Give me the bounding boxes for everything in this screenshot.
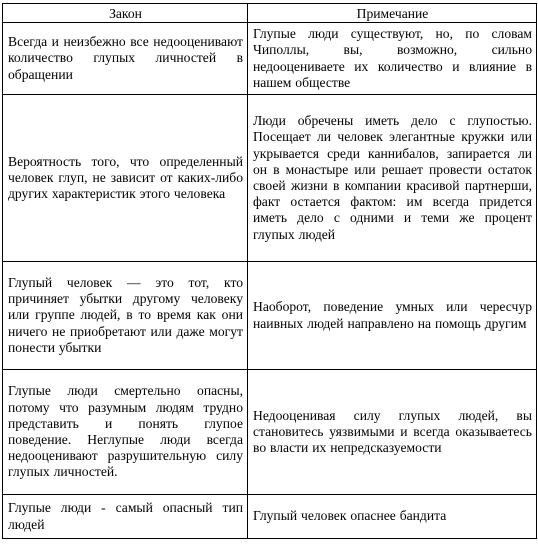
note-cell: Глупые люди существуют, но, по словам Чиполлы, вы, возможно, сильно недооцениваете их количество и влияние в нашем обществе bbox=[248, 23, 537, 95]
table-row bbox=[3, 262, 537, 370]
law-cell: Всегда и неизбежно все недооценивают количество глупых личностей в обращении bbox=[3, 23, 248, 95]
table-row bbox=[3, 23, 537, 95]
header-note: Примечание bbox=[248, 4, 537, 23]
table-row bbox=[3, 495, 537, 539]
note-cell: Наоборот, поведение умных или чересчур наивных людей направлено на помощь другим bbox=[248, 262, 537, 370]
table-row bbox=[3, 370, 537, 495]
law-cell: Глупые люди - самый опасный тип людей bbox=[3, 495, 248, 539]
laws-table bbox=[2, 3, 537, 539]
header-law: Закон bbox=[3, 4, 248, 23]
laws-table-container bbox=[0, 3, 538, 544]
law-cell: Вероятность того, что определенный человек глуп, не зависит от каких-либо других характеристик этого человека bbox=[3, 95, 248, 262]
note-cell: Люди обречены иметь дело с глупостью. Посещает ли человек элегантные кружки или укрывается среди каннибалов, запирается ли он в монастыре или решает провести остаток своей жизни в компании красивой партнерши, факт остается фактом: им всегда придется иметь дело с одними и теми же процент глупых людей bbox=[248, 95, 537, 262]
note-cell: Недооценивая силу глупых людей, вы становитесь уязвимыми и всегда оказываетесь во власти их непредсказуемости bbox=[248, 370, 537, 495]
table-row bbox=[3, 95, 537, 262]
law-cell: Глупый человек — это тот, кто причиняет убытки другому человеку или группе людей, в то время как они ничего не приобретают или даже могут понести убытки bbox=[3, 262, 248, 370]
law-cell: Глупые люди смертельно опасны, потому что разумным людям трудно представить и понять глупое поведение. Неглупые люди всегда недооценивают разрушительную силу глупых личностей. bbox=[3, 370, 248, 495]
note-cell: Глупый человек опаснее бандита bbox=[248, 495, 537, 539]
table-header-row bbox=[3, 4, 537, 23]
